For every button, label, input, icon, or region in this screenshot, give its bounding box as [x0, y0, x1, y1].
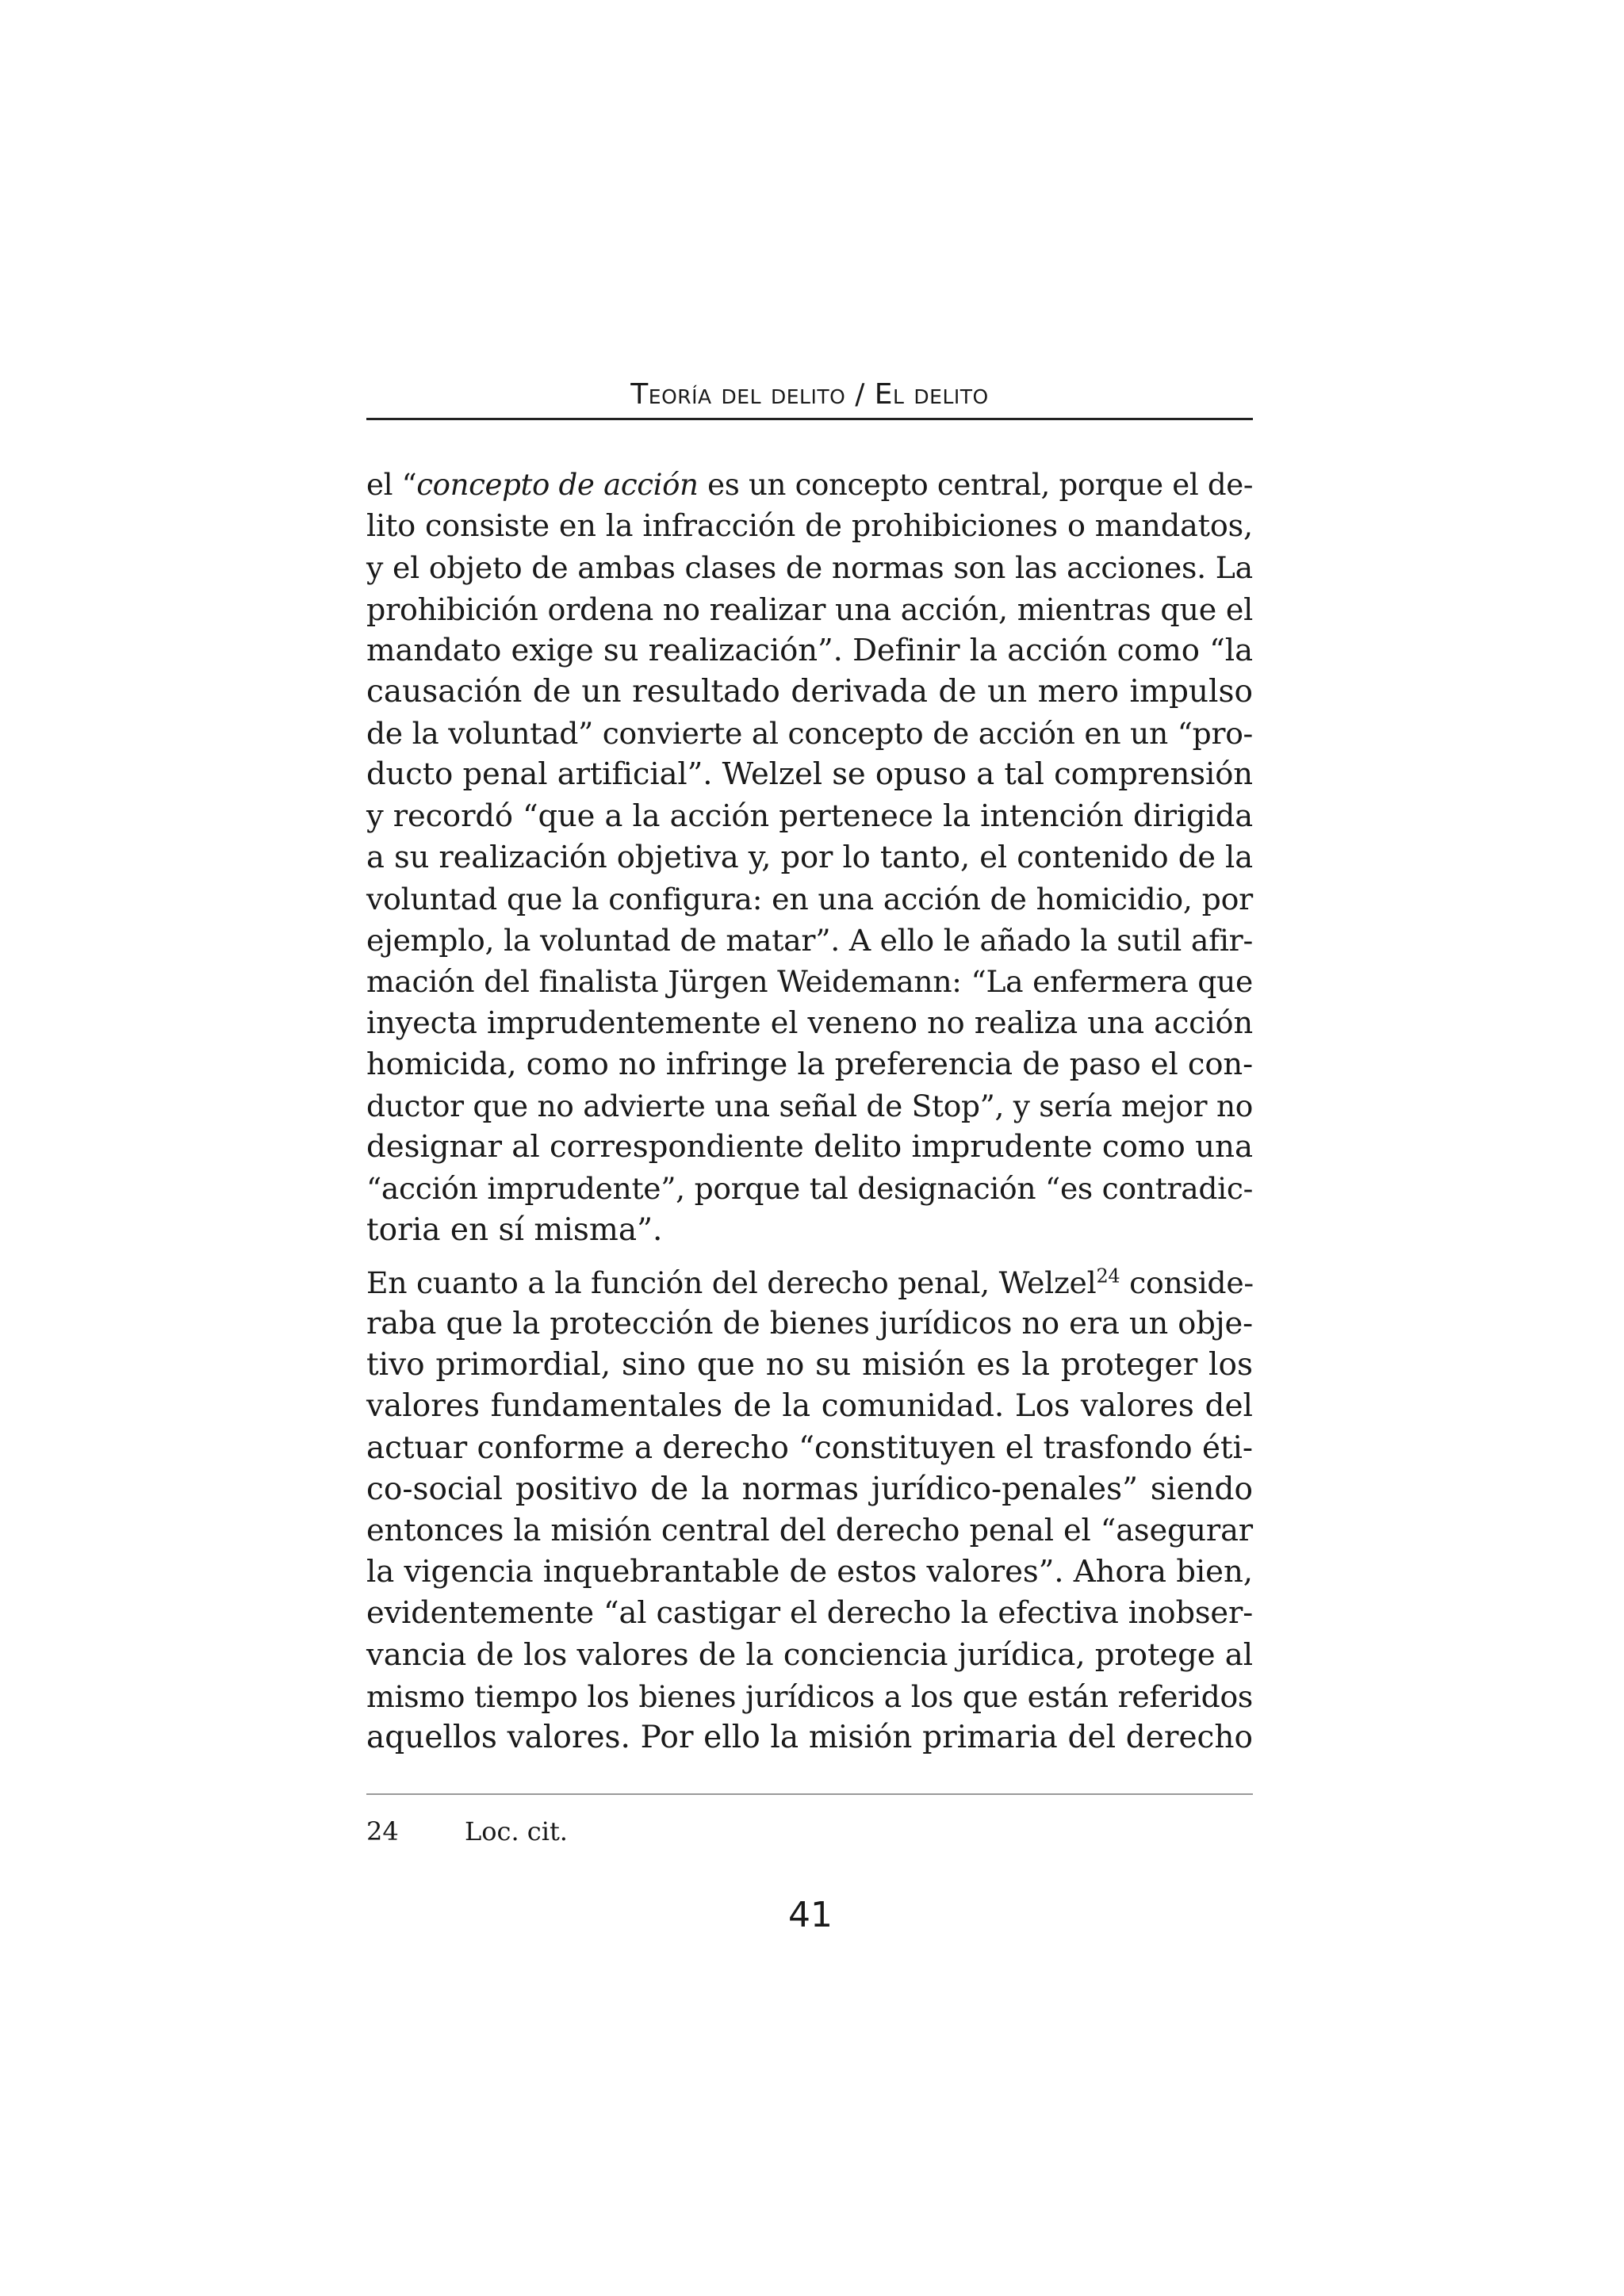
- line-rest: es un concepto central, porque el de-: [707, 468, 1253, 502]
- text-line: la vigencia inquebrantable de estos valores”. Ahora bien,: [366, 1554, 1253, 1590]
- footnote-24: [366, 1814, 568, 1849]
- text-line: aquellos valores. Por ello la misión primaria del derecho: [366, 1720, 1253, 1756]
- footnote-number: 24: [366, 1816, 399, 1846]
- text-line: co-social positivo de la normas jurídico-penales” siendo: [366, 1471, 1253, 1507]
- text-line: entonces la misión central del derecho penal el “asegurar: [366, 1513, 1253, 1549]
- text-line: actuar conforme a derecho “constituyen el trasfondo éti-: [366, 1429, 1253, 1466]
- paragraph-2: [366, 1262, 1253, 1758]
- text-line: vancia de los valores de la conciencia jurídica, protege al: [366, 1636, 1253, 1673]
- text-line: causación de un resultado derivada de un mero impulso: [366, 674, 1253, 710]
- text-line: valores fundamentales de la comunidad. Los valores del: [366, 1388, 1253, 1425]
- line-end: conside-: [1120, 1265, 1254, 1300]
- header-rule: [366, 418, 1253, 420]
- text-line: y el objeto de ambas clases de normas son las acciones. La: [366, 550, 1253, 586]
- italic-term: concepto de acción: [416, 468, 699, 502]
- text-line: [366, 1262, 1253, 1303]
- text-line: y recordó “que a la acción pertenece la intención dirigida: [366, 798, 1253, 834]
- text-line: lito consiste en la infracción de prohibiciones o mandatos,: [366, 509, 1253, 545]
- text-line: “acción imprudente”, porque tal designación “es contradic-: [366, 1171, 1253, 1207]
- text-line: mación del finalista Jürgen Weidemann: “La enfermera que: [366, 964, 1253, 1000]
- text-line: ducto penal artificial”. Welzel se opuso a tal comprensión: [366, 756, 1253, 793]
- text-line: toria en sí misma”.: [366, 1211, 663, 1248]
- text-line: evidentemente “al castigar el derecho la efectiva inobser-: [366, 1595, 1254, 1632]
- text-line: ductor que no advierte una señal de Stop”, y sería mejor no: [366, 1089, 1253, 1124]
- text-line: designar al correspondiente delito imprudente como una: [366, 1129, 1253, 1165]
- text-line: tivo primordial, sino que no su misión es la proteger los: [366, 1347, 1253, 1383]
- line-start: En cuanto a la función del derecho penal, Welzel: [366, 1265, 1097, 1300]
- text-line: ejemplo, la voluntad de matar”. A ello le añado la sutil afir-: [366, 923, 1253, 959]
- text-line: inyecta imprudentemente el veneno no realiza una acción: [366, 1004, 1253, 1041]
- footnote-rule: [366, 1793, 1253, 1795]
- page-number: 41: [788, 1895, 833, 1935]
- paragraph-1: [366, 465, 1253, 1251]
- text-line: [366, 465, 1253, 506]
- text-line: de la voluntad” convierte al concepto de acción en un “pro-: [366, 716, 1253, 752]
- text-line: mandato exige su realización”. Definir la acción como “la: [366, 632, 1253, 668]
- text-line: prohibición ordena no realizar una acción, mientras que el: [366, 591, 1253, 627]
- text-line: mismo tiempo los bienes jurídicos a los que están referidos: [366, 1678, 1253, 1714]
- line-lead: el “: [366, 468, 417, 502]
- text-line: homicida, como no infringe la preferencia de paso el con-: [366, 1046, 1253, 1082]
- text-line: voluntad que la configura: en una acción de homicidio, por: [366, 882, 1253, 917]
- body-text: [366, 465, 1253, 1758]
- running-head: Teoría del delito / El delito: [630, 378, 989, 411]
- text-line: raba que la protección de bienes jurídicos no era un obje-: [366, 1306, 1253, 1342]
- text-line: a su realización objetiva y, por lo tanto, el contenido de la: [366, 839, 1253, 875]
- footnote-reference[interactable]: 24: [1096, 1265, 1120, 1288]
- footnote-text: Loc. cit.: [465, 1816, 568, 1846]
